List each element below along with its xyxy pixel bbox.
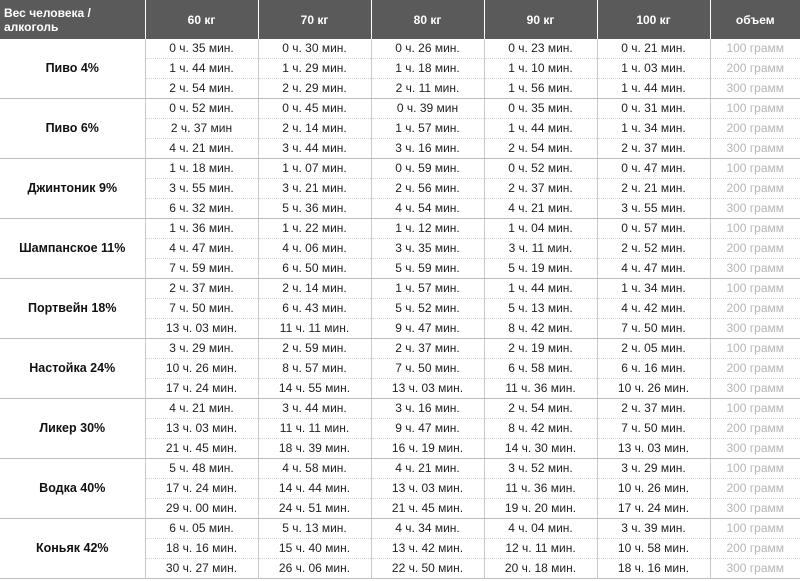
time-cell: 7 ч. 50 мин. (371, 359, 484, 379)
volume-cell: 300 грамм (710, 379, 800, 399)
time-cell: 1 ч. 34 мин. (597, 279, 710, 299)
time-cell: 0 ч. 47 мин. (597, 159, 710, 179)
header-weight-60: 60 кг (145, 0, 258, 39)
time-cell: 26 ч. 06 мин. (258, 559, 371, 579)
time-cell: 21 ч. 45 мин. (145, 439, 258, 459)
table-body (0, 39, 800, 579)
time-cell: 5 ч. 48 мин. (145, 459, 258, 479)
time-cell: 6 ч. 43 мин. (258, 299, 371, 319)
time-cell: 4 ч. 54 мин. (371, 199, 484, 219)
time-cell: 1 ч. 56 мин. (484, 79, 597, 99)
volume-cell: 300 грамм (710, 559, 800, 579)
time-cell: 2 ч. 37 мин. (597, 139, 710, 159)
time-cell: 2 ч. 37 мин (145, 119, 258, 139)
volume-cell: 100 грамм (710, 459, 800, 479)
time-cell: 4 ч. 04 мин. (484, 519, 597, 539)
time-cell: 3 ч. 55 мин. (145, 179, 258, 199)
header-weight-alcohol: Вес человека / алкоголь (0, 0, 145, 39)
volume-cell: 100 грамм (710, 39, 800, 59)
table-row (0, 399, 800, 419)
time-cell: 11 ч. 11 мин. (258, 319, 371, 339)
table-row (0, 159, 800, 179)
time-cell: 10 ч. 26 мин. (145, 359, 258, 379)
time-cell: 2 ч. 29 мин. (258, 79, 371, 99)
table-row (0, 339, 800, 359)
time-cell: 14 ч. 55 мин. (258, 379, 371, 399)
volume-cell: 100 грамм (710, 219, 800, 239)
time-cell: 1 ч. 18 мин. (371, 59, 484, 79)
time-cell: 13 ч. 03 мин. (145, 319, 258, 339)
table-row (0, 39, 800, 59)
time-cell: 29 ч. 00 мин. (145, 499, 258, 519)
time-cell: 0 ч. 35 мин. (145, 39, 258, 59)
alcohol-type-label: Шампанское 11% (0, 219, 145, 279)
volume-cell: 100 грамм (710, 279, 800, 299)
time-cell: 13 ч. 03 мин. (145, 419, 258, 439)
volume-cell: 100 грамм (710, 99, 800, 119)
time-cell: 4 ч. 06 мин. (258, 239, 371, 259)
time-cell: 3 ч. 55 мин. (597, 199, 710, 219)
time-cell: 0 ч. 52 мин. (145, 99, 258, 119)
time-cell: 10 ч. 58 мин. (597, 539, 710, 559)
time-cell: 5 ч. 13 мин. (258, 519, 371, 539)
volume-cell: 200 грамм (710, 539, 800, 559)
time-cell: 0 ч. 21 мин. (597, 39, 710, 59)
time-cell: 0 ч. 30 мин. (258, 39, 371, 59)
time-cell: 4 ч. 21 мин. (145, 139, 258, 159)
header-weight-70: 70 кг (258, 0, 371, 39)
header-volume: объем (710, 0, 800, 39)
time-cell: 1 ч. 44 мин. (145, 59, 258, 79)
time-cell: 5 ч. 19 мин. (484, 259, 597, 279)
volume-cell: 200 грамм (710, 359, 800, 379)
time-cell: 10 ч. 26 мин. (597, 479, 710, 499)
time-cell: 9 ч. 47 мин. (371, 319, 484, 339)
time-cell: 3 ч. 29 мин. (597, 459, 710, 479)
volume-cell: 200 грамм (710, 239, 800, 259)
alcohol-type-label: Портвейн 18% (0, 279, 145, 339)
time-cell: 5 ч. 59 мин. (371, 259, 484, 279)
header-weight-100: 100 кг (597, 0, 710, 39)
time-cell: 1 ч. 12 мин. (371, 219, 484, 239)
time-cell: 0 ч. 39 мин (371, 99, 484, 119)
time-cell: 1 ч. 18 мин. (145, 159, 258, 179)
table-row (0, 519, 800, 539)
time-cell: 4 ч. 21 мин. (371, 459, 484, 479)
volume-cell: 300 грамм (710, 259, 800, 279)
time-cell: 22 ч. 50 мин. (371, 559, 484, 579)
time-cell: 12 ч. 11 мин. (484, 539, 597, 559)
time-cell: 0 ч. 23 мин. (484, 39, 597, 59)
time-cell: 7 ч. 59 мин. (145, 259, 258, 279)
time-cell: 6 ч. 50 мин. (258, 259, 371, 279)
time-cell: 0 ч. 52 мин. (484, 159, 597, 179)
time-cell: 2 ч. 54 мин. (484, 399, 597, 419)
time-cell: 13 ч. 03 мин. (597, 439, 710, 459)
time-cell: 11 ч. 11 мин. (258, 419, 371, 439)
time-cell: 2 ч. 37 мин. (484, 179, 597, 199)
time-cell: 0 ч. 26 мин. (371, 39, 484, 59)
time-cell: 2 ч. 52 мин. (597, 239, 710, 259)
time-cell: 5 ч. 13 мин. (484, 299, 597, 319)
time-cell: 19 ч. 20 мин. (484, 499, 597, 519)
time-cell: 30 ч. 27 мин. (145, 559, 258, 579)
time-cell: 1 ч. 07 мин. (258, 159, 371, 179)
alcohol-type-label: Коньяк 42% (0, 519, 145, 579)
time-cell: 1 ч. 22 мин. (258, 219, 371, 239)
time-cell: 6 ч. 58 мин. (484, 359, 597, 379)
volume-cell: 300 грамм (710, 319, 800, 339)
time-cell: 2 ч. 37 мин. (597, 399, 710, 419)
time-cell: 1 ч. 44 мин. (597, 79, 710, 99)
table-row (0, 99, 800, 119)
time-cell: 2 ч. 37 мин. (145, 279, 258, 299)
time-cell: 3 ч. 39 мин. (597, 519, 710, 539)
time-cell: 18 ч. 16 мин. (597, 559, 710, 579)
time-cell: 2 ч. 14 мин. (258, 119, 371, 139)
time-cell: 15 ч. 40 мин. (258, 539, 371, 559)
time-cell: 2 ч. 19 мин. (484, 339, 597, 359)
time-cell: 8 ч. 42 мин. (484, 419, 597, 439)
time-cell: 5 ч. 36 мин. (258, 199, 371, 219)
time-cell: 7 ч. 50 мин. (597, 419, 710, 439)
time-cell: 2 ч. 59 мин. (258, 339, 371, 359)
volume-cell: 100 грамм (710, 399, 800, 419)
time-cell: 4 ч. 42 мин. (597, 299, 710, 319)
time-cell: 2 ч. 54 мин. (484, 139, 597, 159)
time-cell: 3 ч. 21 мин. (258, 179, 371, 199)
time-cell: 3 ч. 11 мин. (484, 239, 597, 259)
time-cell: 14 ч. 44 мин. (258, 479, 371, 499)
time-cell: 17 ч. 24 мин. (145, 479, 258, 499)
volume-cell: 300 грамм (710, 499, 800, 519)
time-cell: 1 ч. 04 мин. (484, 219, 597, 239)
volume-cell: 100 грамм (710, 159, 800, 179)
time-cell: 1 ч. 36 мин. (145, 219, 258, 239)
time-cell: 16 ч. 19 мин. (371, 439, 484, 459)
volume-cell: 300 грамм (710, 439, 800, 459)
time-cell: 21 ч. 45 мин. (371, 499, 484, 519)
volume-cell: 200 грамм (710, 179, 800, 199)
time-cell: 3 ч. 44 мин. (258, 139, 371, 159)
time-cell: 18 ч. 16 мин. (145, 539, 258, 559)
time-cell: 13 ч. 03 мин. (371, 379, 484, 399)
time-cell: 6 ч. 16 мин. (597, 359, 710, 379)
time-cell: 2 ч. 56 мин. (371, 179, 484, 199)
time-cell: 3 ч. 35 мин. (371, 239, 484, 259)
time-cell: 17 ч. 24 мин. (145, 379, 258, 399)
time-cell: 1 ч. 57 мин. (371, 119, 484, 139)
time-cell: 2 ч. 37 мин. (371, 339, 484, 359)
time-cell: 1 ч. 44 мин. (484, 279, 597, 299)
time-cell: 8 ч. 42 мин. (484, 319, 597, 339)
time-cell: 13 ч. 42 мин. (371, 539, 484, 559)
time-cell: 0 ч. 45 мин. (258, 99, 371, 119)
time-cell: 20 ч. 18 мин. (484, 559, 597, 579)
time-cell: 17 ч. 24 мин. (597, 499, 710, 519)
volume-cell: 300 грамм (710, 139, 800, 159)
time-cell: 10 ч. 26 мин. (597, 379, 710, 399)
volume-cell: 100 грамм (710, 339, 800, 359)
time-cell: 2 ч. 54 мин. (145, 79, 258, 99)
volume-cell: 300 грамм (710, 79, 800, 99)
alcohol-type-label: Пиво 6% (0, 99, 145, 159)
time-cell: 14 ч. 30 мин. (484, 439, 597, 459)
time-cell: 6 ч. 32 мин. (145, 199, 258, 219)
alcohol-type-label: Настойка 24% (0, 339, 145, 399)
time-cell: 1 ч. 34 мин. (597, 119, 710, 139)
time-cell: 2 ч. 14 мин. (258, 279, 371, 299)
alcohol-type-label: Джинтоник 9% (0, 159, 145, 219)
header-weight-80: 80 кг (371, 0, 484, 39)
time-cell: 1 ч. 44 мин. (484, 119, 597, 139)
time-cell: 0 ч. 31 мин. (597, 99, 710, 119)
time-cell: 4 ч. 34 мин. (371, 519, 484, 539)
time-cell: 11 ч. 36 мин. (484, 379, 597, 399)
header-weight-90: 90 кг (484, 0, 597, 39)
volume-cell: 200 грамм (710, 119, 800, 139)
volume-cell: 200 грамм (710, 419, 800, 439)
table-row (0, 219, 800, 239)
time-cell: 3 ч. 29 мин. (145, 339, 258, 359)
volume-cell: 200 грамм (710, 299, 800, 319)
time-cell: 4 ч. 47 мин. (145, 239, 258, 259)
volume-cell: 200 грамм (710, 59, 800, 79)
time-cell: 0 ч. 59 мин. (371, 159, 484, 179)
alcohol-type-label: Водка 40% (0, 459, 145, 519)
time-cell: 1 ч. 10 мин. (484, 59, 597, 79)
volume-cell: 100 грамм (710, 519, 800, 539)
time-cell: 11 ч. 36 мин. (484, 479, 597, 499)
time-cell: 13 ч. 03 мин. (371, 479, 484, 499)
alcohol-type-label: Ликер 30% (0, 399, 145, 459)
time-cell: 4 ч. 21 мин. (145, 399, 258, 419)
time-cell: 2 ч. 05 мин. (597, 339, 710, 359)
time-cell: 7 ч. 50 мин. (145, 299, 258, 319)
time-cell: 1 ч. 03 мин. (597, 59, 710, 79)
time-cell: 3 ч. 44 мин. (258, 399, 371, 419)
time-cell: 0 ч. 35 мин. (484, 99, 597, 119)
time-cell: 3 ч. 52 мин. (484, 459, 597, 479)
time-cell: 7 ч. 50 мин. (597, 319, 710, 339)
table-row (0, 459, 800, 479)
table-row (0, 279, 800, 299)
time-cell: 24 ч. 51 мин. (258, 499, 371, 519)
time-cell: 4 ч. 58 мин. (258, 459, 371, 479)
time-cell: 5 ч. 52 мин. (371, 299, 484, 319)
time-cell: 9 ч. 47 мин. (371, 419, 484, 439)
time-cell: 8 ч. 57 мин. (258, 359, 371, 379)
volume-cell: 200 грамм (710, 479, 800, 499)
header-row (0, 0, 800, 39)
time-cell: 2 ч. 11 мин. (371, 79, 484, 99)
time-cell: 4 ч. 47 мин. (597, 259, 710, 279)
time-cell: 1 ч. 29 мин. (258, 59, 371, 79)
time-cell: 3 ч. 16 мин. (371, 399, 484, 419)
time-cell: 0 ч. 57 мин. (597, 219, 710, 239)
time-cell: 4 ч. 21 мин. (484, 199, 597, 219)
time-cell: 3 ч. 16 мин. (371, 139, 484, 159)
time-cell: 18 ч. 39 мин. (258, 439, 371, 459)
time-cell: 6 ч. 05 мин. (145, 519, 258, 539)
alcohol-type-label: Пиво 4% (0, 39, 145, 99)
time-cell: 2 ч. 21 мин. (597, 179, 710, 199)
time-cell: 1 ч. 57 мин. (371, 279, 484, 299)
volume-cell: 300 грамм (710, 199, 800, 219)
